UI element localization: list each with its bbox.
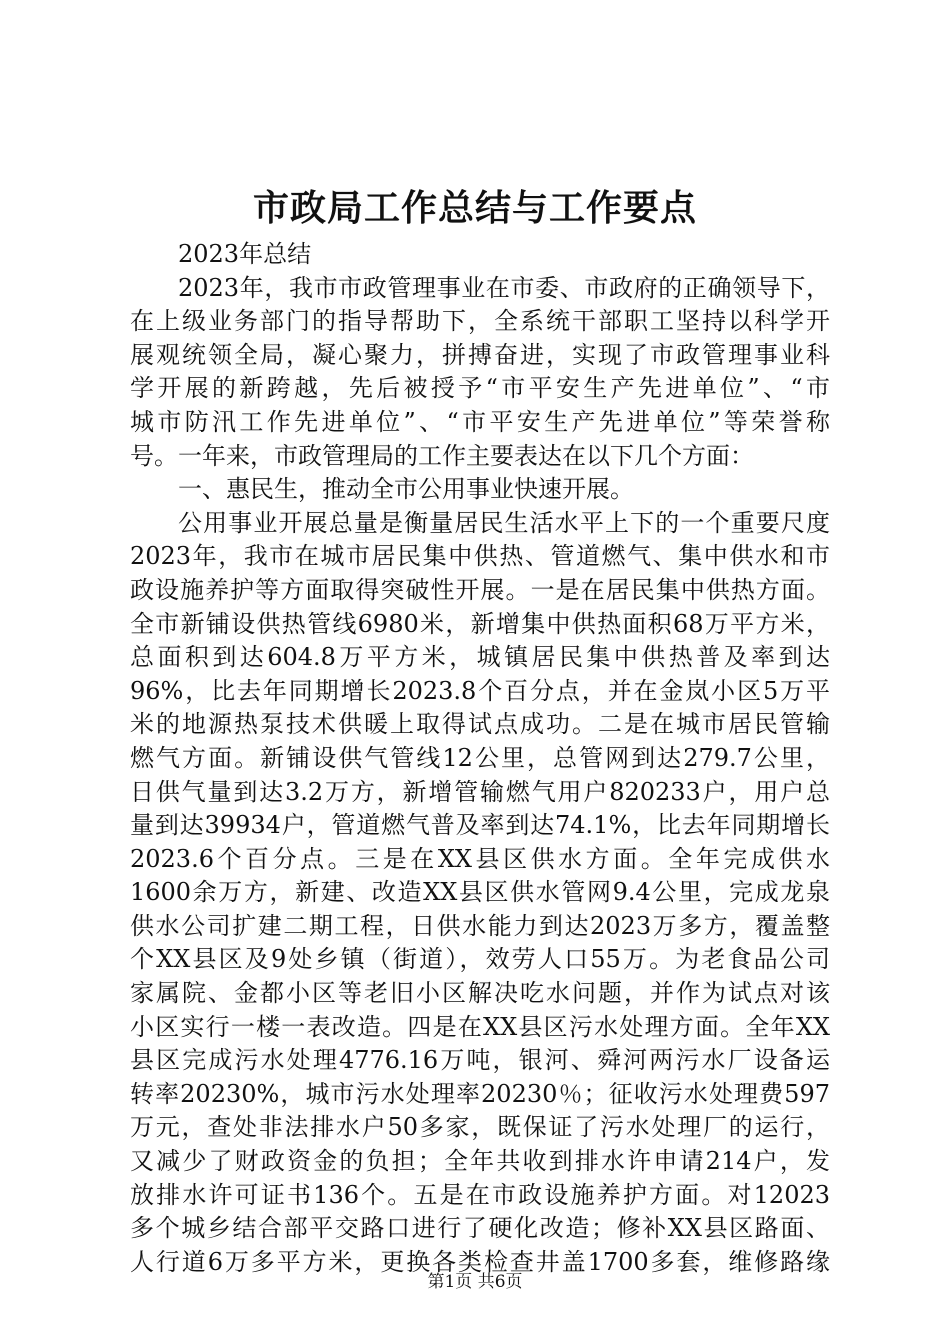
- text-line: 万元，查处非法排水户50多家，既保证了污水处理厂的运行，: [130, 1113, 830, 1142]
- page-number-footer: 第1页 共6页: [427, 1272, 523, 1292]
- text-line: 公用事业开展总量是衡量居民生活水平上下的一个重要尺度: [178, 508, 830, 537]
- text-line: 2023年，我市在城市居民集中供热、管道燃气、集中供水和市: [130, 542, 830, 571]
- text-line: 米的地源热泵技术供暖上取得试点成功。二是在城市居民管输: [130, 710, 830, 739]
- text-line: 日供气量到达3.2万方，新增管输燃气用户820233户，用户总: [130, 777, 830, 806]
- text-line: 多个城乡结合部平交路口进行了硬化改造；修补XX县区路面、: [130, 1214, 830, 1243]
- text-line: 家属院、金都小区等老旧小区解决吃水问题，并作为试点对该: [130, 979, 830, 1008]
- text-line: 个XX县区及9处乡镇（街道），效劳人口55万。为老食品公司: [130, 945, 830, 974]
- text-line: 2023.6个百分点。三是在XX县区供水方面。全年完成供水: [130, 844, 830, 873]
- text-line: 号。一年来，市政管理局的工作主要表达在以下几个方面：: [130, 441, 754, 470]
- text-line: 全市新铺设供热管线6980米，新增集中供热面积68万平方米，: [130, 609, 830, 638]
- text-line: 总面积到达604.8万平方米，城镇居民集中供热普及率到达: [130, 643, 830, 672]
- text-line: 2023年，我市市政管理事业在市委、市政府的正确领导下，: [178, 273, 830, 302]
- text-line: 学开展的新跨越，先后被授予“市平安生产先进单位”、“市: [130, 374, 830, 403]
- text-line: 又减少了财政资金的负担；全年共收到排水许申请214户，发: [130, 1147, 830, 1176]
- text-line: 1600余万方，新建、改造XX县区供水管网9.4公里，完成龙泉: [130, 878, 830, 907]
- text-line: 燃气方面。新铺设供气管线12公里，总管网到达279.7公里，: [130, 743, 830, 772]
- text-line: 供水公司扩建二期工程，日供水能力到达2023万多方，覆盖整: [130, 911, 830, 940]
- text-line: 人行道6万多平方米，更换各类检查井盖1700多套，维修路缘: [130, 1247, 830, 1276]
- text-line: 小区实行一楼一表改造。四是在XX县区污水处理方面。全年XX: [130, 1012, 830, 1041]
- text-line: 转率20230%，城市污水处理率20230％；征收污水处理费597: [130, 1079, 830, 1108]
- section-heading-2023-summary: 2023年总结: [178, 240, 312, 268]
- text-line: 放排水许可证书136个。五是在市政设施养护方面。对12023: [130, 1180, 830, 1209]
- section-heading-one: 一、惠民生，推动全市公用事业快速开展。: [178, 475, 634, 504]
- text-line: 政设施养护等方面取得突破性开展。一是在居民集中供热方面。: [130, 575, 830, 604]
- text-line: 城市防汛工作先进单位”、“市平安生产先进单位”等荣誉称: [130, 407, 830, 436]
- text-line: 在上级业务部门的指导帮助下，全系统干部职工坚持以科学开: [130, 307, 830, 336]
- document-body: [130, 238, 830, 1279]
- text-line: 县区完成污水处理4776.16万吨，银河、舜河两污水厂设备运: [130, 1046, 830, 1075]
- document-title: 市政局工作总结与工作要点: [252, 187, 697, 229]
- text-line: 96%，比去年同期增长2023.8个百分点，并在金岚小区5万平: [130, 676, 830, 705]
- text-line: 量到达39934户，管道燃气普及率到达74.1%，比去年同期增长: [130, 811, 830, 840]
- text-line: 展观统领全局，凝心聚力，拼搏奋进，实现了市政管理事业科: [130, 340, 830, 369]
